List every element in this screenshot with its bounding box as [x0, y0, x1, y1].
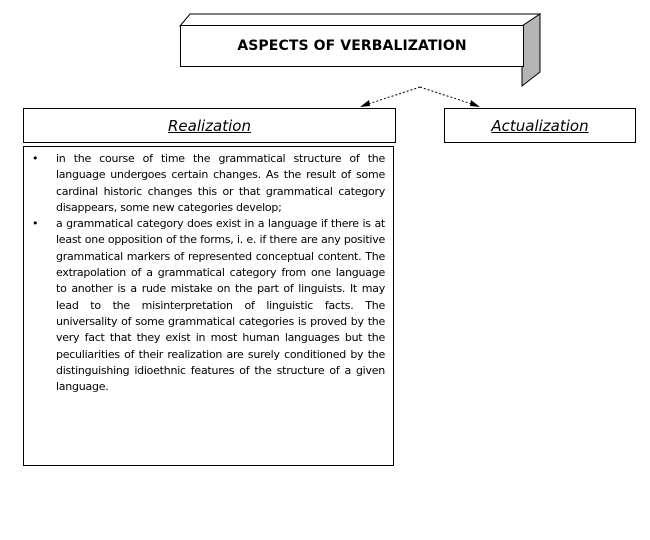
bullet-item	[32, 216, 385, 395]
realization-box	[23, 108, 396, 143]
diagram-title-box	[180, 25, 524, 67]
connector-actualization	[420, 87, 478, 106]
bullet-item	[32, 151, 385, 216]
bullet-icon: •	[32, 152, 39, 165]
realization-label: Realization	[168, 116, 251, 135]
bullet-icon: •	[32, 217, 39, 231]
bullet-text: in the course of time the grammatical structure of the language undergoes certain changes. As the result of some cardinal historic changes this or that grammatical category disappears, some new categories develop;	[56, 152, 385, 214]
title-box-depth-side	[522, 14, 540, 86]
diagram-title: ASPECTS OF VERBALIZATION	[237, 38, 467, 54]
realization-content-box	[23, 146, 394, 466]
arrowhead-realization	[360, 100, 370, 107]
arrowhead-actualization	[470, 100, 480, 107]
realization-bullet-list	[32, 151, 385, 395]
actualization-label: Actualization	[491, 116, 589, 135]
bullet-text: a grammatical category does exist in a language if there is at least one opposition of the forms, i. e. if there are any positive grammatical markers of represented conceptual content. The extrapolation of a grammatical category from one language to another is a rude mistake on the part of linguists. It may lead to the misinterpretation of linguistic facts. The universality of some grammatical categories is proved by the very fact that they exist in most human languages but the peculiarities of their realization are surely conditioned by the distinguishing idioethnic features of the structure of a given language.	[56, 217, 385, 394]
actualization-box	[444, 108, 636, 143]
connector-realization	[362, 87, 420, 106]
